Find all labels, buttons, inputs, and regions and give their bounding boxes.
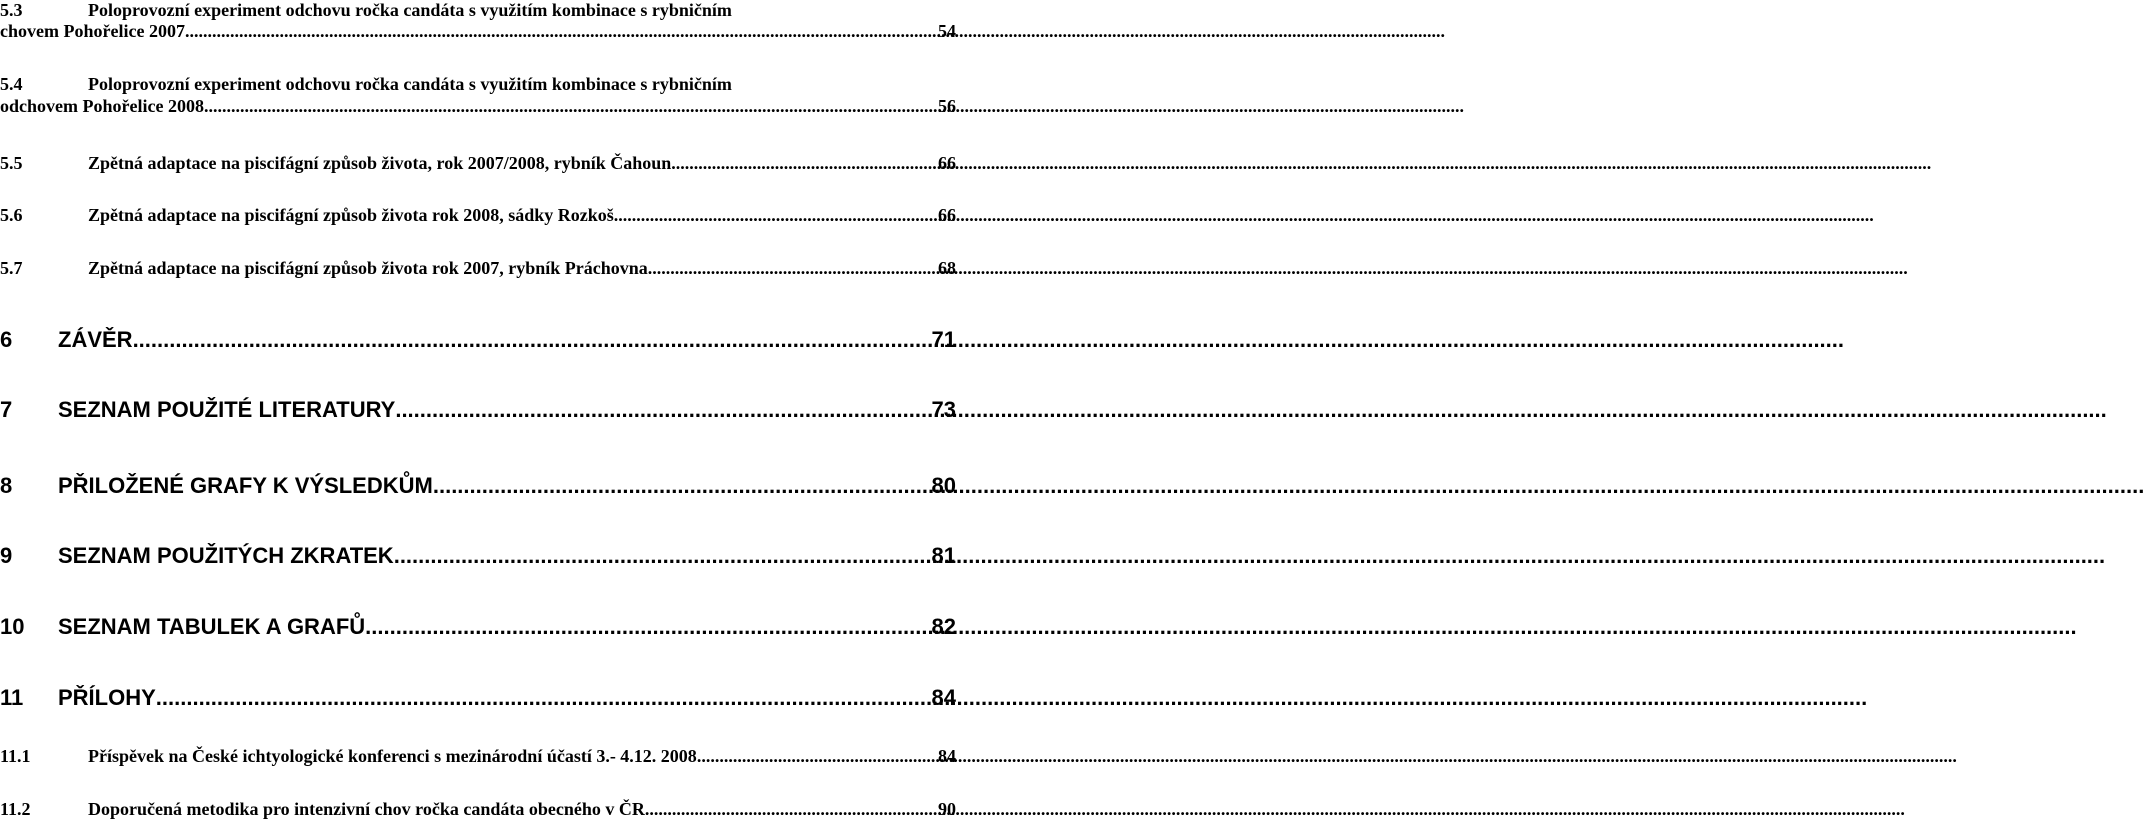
toc-number: 5.3 xyxy=(0,0,23,20)
dot-leader xyxy=(697,746,936,767)
toc-title: Příspěvek na České ichtyologické konferenci s mezinárodní účastí 3.- 4.12. 2008 xyxy=(88,746,697,766)
toc-page: 73 xyxy=(931,397,956,422)
table-of-contents xyxy=(0,0,960,825)
toc-number: 6 xyxy=(0,327,13,352)
toc-number: 8 xyxy=(0,473,13,498)
dot-leader xyxy=(185,21,936,42)
toc-title: Zpětná adaptace na piscifágní způsob života rok 2007, rybník Práchovna xyxy=(88,258,648,278)
dot-leader xyxy=(394,543,930,569)
toc-title: Poloprovozní experiment odchovu ročka candáta s využitím kombinace s rybničním xyxy=(88,74,732,94)
toc-page: 66 xyxy=(938,205,956,225)
toc-page: 80 xyxy=(931,473,956,498)
toc-title: SEZNAM TABULEK A GRAFŮ xyxy=(58,614,366,639)
toc-title-continued: odchovem Pohořelice 2008 xyxy=(0,96,204,116)
toc-page: 84 xyxy=(938,746,956,766)
toc-title: PŘILOŽENÉ GRAFY K VÝSLEDKŮM xyxy=(58,473,433,498)
toc-title: Zpětná adaptace na piscifágní způsob života, rok 2007/2008, rybník Čahoun xyxy=(88,153,672,173)
toc-page: 54 xyxy=(938,21,956,41)
toc-title: SEZNAM POUŽITÝCH ZKRATEK xyxy=(58,543,394,568)
dot-leader xyxy=(614,205,936,226)
toc-number: 5.5 xyxy=(0,153,23,173)
toc-page: 84 xyxy=(931,685,956,710)
dot-leader xyxy=(204,96,936,117)
toc-number: 11.2 xyxy=(0,799,31,819)
toc-page: 71 xyxy=(931,327,956,352)
dot-leader xyxy=(395,397,929,423)
dot-leader xyxy=(645,799,936,820)
toc-page: 56 xyxy=(938,96,956,116)
dot-leader xyxy=(433,473,930,499)
toc-page: 66 xyxy=(938,153,956,173)
dot-leader xyxy=(671,153,936,174)
toc-page: 81 xyxy=(931,543,956,568)
dot-leader xyxy=(133,327,930,353)
toc-number: 5.7 xyxy=(0,258,23,278)
dot-leader xyxy=(648,258,936,279)
toc-title: Zpětná adaptace na piscifágní způsob života rok 2008, sádky Rozkoš xyxy=(88,205,614,225)
toc-title-continued: chovem Pohořelice 2007 xyxy=(0,21,185,41)
toc-number: 11.1 xyxy=(0,746,31,766)
toc-number: 10 xyxy=(0,614,25,639)
toc-number: 7 xyxy=(0,397,13,422)
toc-number: 5.6 xyxy=(0,205,23,225)
dot-leader xyxy=(365,614,929,640)
toc-number: 9 xyxy=(0,543,13,568)
toc-number: 5.4 xyxy=(0,74,23,94)
toc-page: 82 xyxy=(931,614,956,639)
toc-page: 68 xyxy=(938,258,956,278)
toc-title: ZÁVĚR xyxy=(58,327,133,352)
toc-title: Poloprovozní experiment odchovu ročka candáta s využitím kombinace s rybničním xyxy=(88,0,732,20)
toc-title: Doporučená metodika pro intenzivní chov ročka candáta obecného v ČR xyxy=(88,799,645,819)
dot-leader xyxy=(156,685,930,711)
toc-title: SEZNAM POUŽITÉ LITERATURY xyxy=(58,397,396,422)
toc-number: 11 xyxy=(0,685,24,710)
toc-page: 90 xyxy=(938,799,956,819)
toc-title: PŘÍLOHY xyxy=(58,685,156,710)
